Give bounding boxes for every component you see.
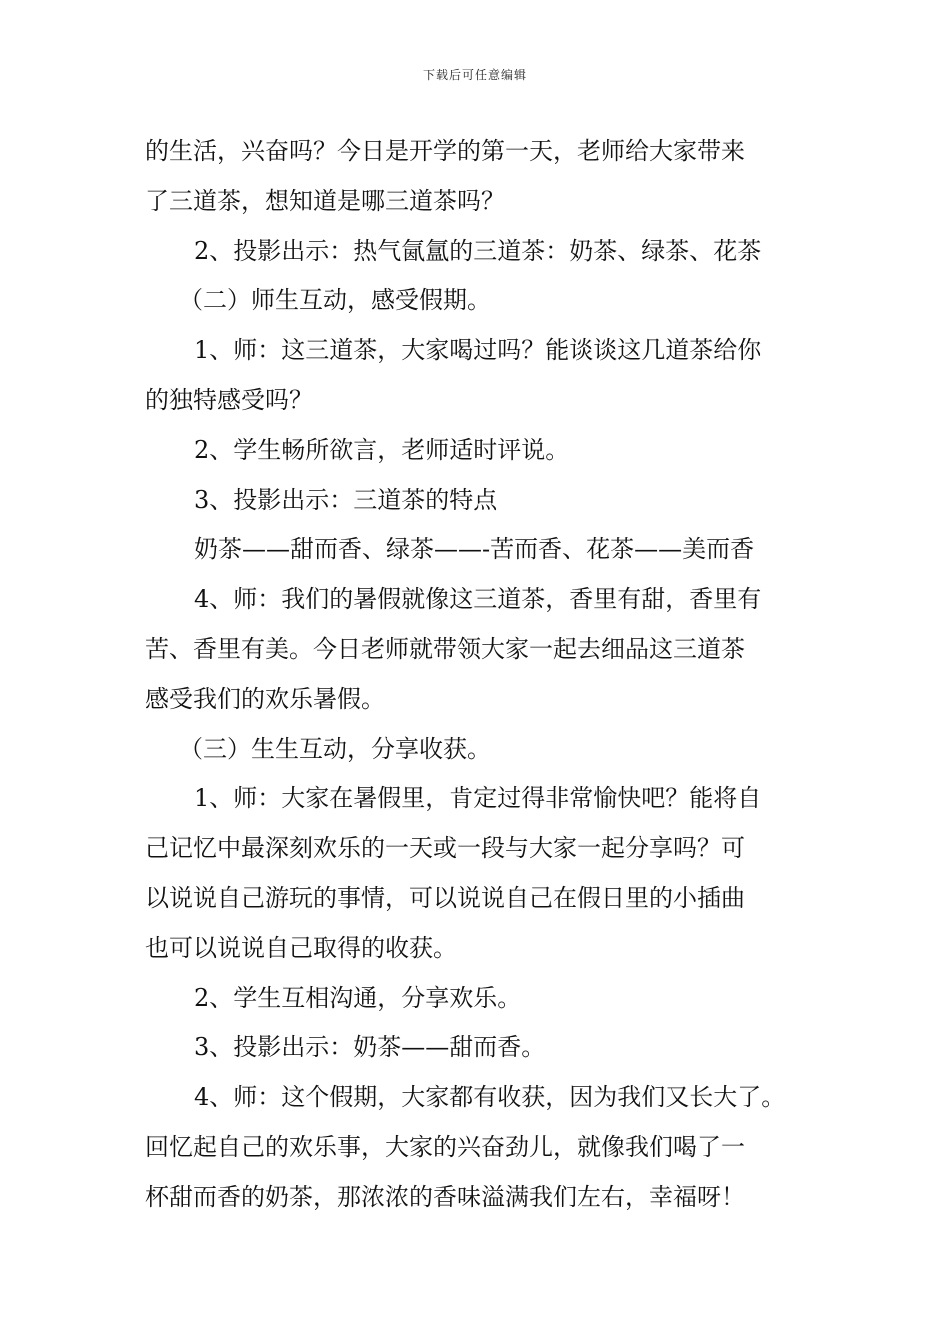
text-line: 3、投影出示：奶茶——甜而香。	[194, 1033, 546, 1062]
page-header: 下载后可任意编辑	[422, 68, 527, 82]
text-line: 的生活，兴奋吗？今日是开学的第一天，老师给大家带来	[145, 137, 745, 165]
document-body	[145, 127, 825, 1223]
text-line: 2、学生畅所欲言，老师适时评说。	[194, 435, 570, 464]
text-line: 了三道茶，想知道是哪三道茶吗？	[145, 186, 505, 215]
text-line: 苦、香里有美。今日老师就带领大家一起去细品这三道茶	[145, 634, 745, 663]
text-line: 2、学生互相沟通，分享欢乐。	[194, 983, 522, 1012]
text-line: 感受我们的欢乐暑假。	[145, 684, 385, 713]
text-line: 的独特感受吗？	[145, 385, 313, 414]
section-heading: （三）生生互动，分享收获。	[179, 734, 491, 763]
text-line: 也可以说说自己取得的收获。	[145, 933, 457, 962]
text-line: 4、师：我们的暑假就像这三道茶，香里有甜，香里有	[194, 585, 762, 614]
text-line: 1、师：这三道茶，大家喝过吗？能谈谈这几道茶给你	[194, 336, 762, 365]
text-line: 3、投影出示：三道茶的特点	[194, 485, 498, 514]
text-line: 杯甜而香的奶茶，那浓浓的香味溢满我们左右，幸福呀！	[145, 1182, 745, 1211]
text-line: 以说说自己游玩的事情，可以说说自己在假日里的小插曲	[145, 883, 745, 912]
section-heading: （二）师生互动，感受假期。	[179, 286, 491, 315]
text-line: 己记忆中最深刻欢乐的一天或一段与大家一起分享吗？可	[145, 834, 745, 863]
text-line: 奶茶——甜而香、绿茶——-苦而香、花茶——美而香	[194, 535, 755, 564]
text-line: 2、投影出示：热气氤氲的三道茶：奶茶、绿茶、花茶	[194, 236, 762, 265]
text-line: 1、师：大家在暑假里，肯定过得非常愉快吧？能将自	[194, 784, 762, 813]
text-line: 4、师：这个假期，大家都有收获，因为我们又长大了。	[194, 1083, 786, 1112]
text-line: 回忆起自己的欢乐事，大家的兴奋劲儿，就像我们喝了一	[145, 1132, 745, 1161]
